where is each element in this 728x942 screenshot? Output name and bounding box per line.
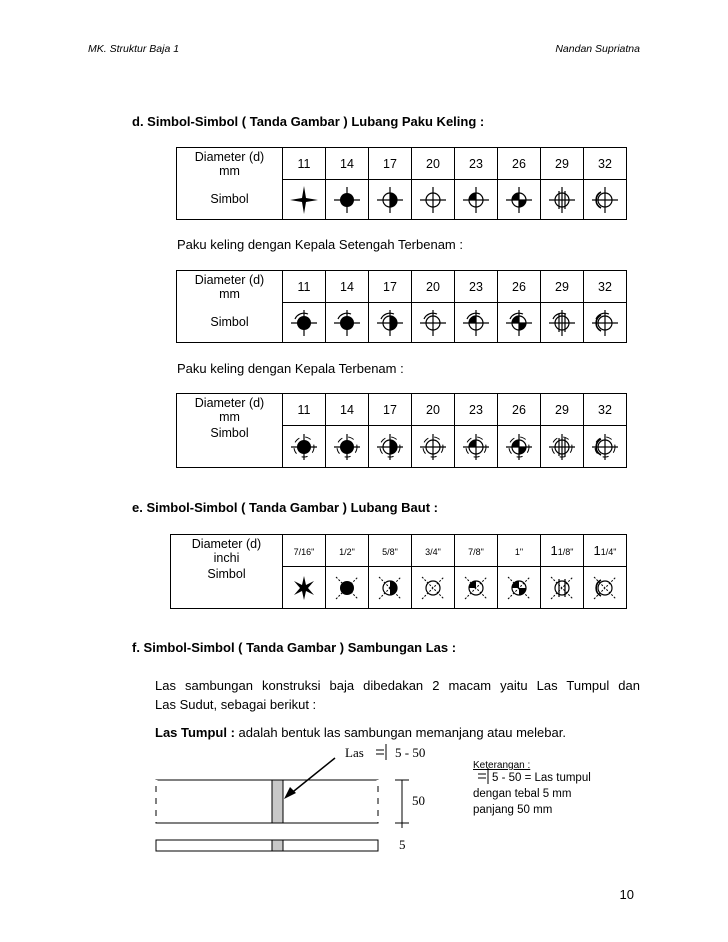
rivet-symbol-20: [412, 180, 455, 220]
unit-label: mm: [219, 409, 240, 424]
bolt-size-cell: [326, 535, 369, 567]
rivet-symbol-table: [176, 147, 627, 220]
size-fraction: 7/8": [468, 547, 484, 557]
rivet-symbol-14: [326, 180, 369, 220]
rivet-symbol-11: [283, 180, 326, 220]
size-fraction: 1": [514, 547, 524, 557]
bolt-symbol-1-1-4: [584, 567, 627, 609]
sunk-symbol-23: [455, 426, 498, 468]
diameter-label: Diameter (d): [194, 149, 265, 164]
sunk-symbol-20: [412, 426, 455, 468]
half-sunk-symbol-32: [584, 303, 627, 343]
rivet-symbol-17: [369, 180, 412, 220]
bolt-symbol-3-4: [412, 567, 455, 609]
bolt-size-cell: [498, 535, 541, 567]
diameter-label: Diameter (d): [194, 272, 265, 287]
diameter-label-cell: [177, 394, 283, 426]
diameter-cell: 17: [369, 271, 412, 303]
plate-outline: [156, 780, 378, 823]
diameter-cell: 20: [412, 394, 455, 426]
diameter-cell: 32: [584, 394, 627, 426]
rivet-symbol-26: [498, 180, 541, 220]
bolt-symbol-5-8: [369, 567, 412, 609]
sunk-symbol-29: [541, 426, 584, 468]
diameter-label-cell: [177, 271, 283, 303]
las-tumpul-description: adalah bentuk las sambungan memanjang atau melebar.: [234, 725, 566, 740]
sunk-symbol-26: [498, 426, 541, 468]
diameter-cell: 32: [584, 271, 627, 303]
bolt-size-cell: [283, 535, 326, 567]
sunk-caption: Paku keling dengan Kepala Terbenam :: [177, 361, 404, 376]
half-sunk-symbol-14: [326, 303, 369, 343]
size-whole: 1: [550, 543, 558, 558]
bolt-size-cell: [584, 535, 627, 567]
bolt-symbol-1: [498, 567, 541, 609]
size-fraction: 1/4": [600, 547, 617, 557]
half-sunk-symbol-17: [369, 303, 412, 343]
diameter-cell: 29: [541, 271, 584, 303]
leader-line: [289, 758, 335, 795]
diameter-cell: 14: [326, 394, 369, 426]
unit-label: inchi: [213, 550, 240, 565]
sunk-symbol-11: [283, 426, 326, 468]
diameter-cell: 20: [412, 148, 455, 180]
diameter-cell: 23: [455, 271, 498, 303]
diameter-cell: 17: [369, 394, 412, 426]
las-label: Las: [345, 745, 364, 760]
half-sunk-symbol-23: [455, 303, 498, 343]
half-sunk-symbol-11: [283, 303, 326, 343]
diameter-label: Diameter (d): [191, 536, 262, 551]
half-sunk-symbol-26: [498, 303, 541, 343]
las-tumpul-term: Las Tumpul :: [155, 725, 235, 740]
bolt-symbol-7-16: [283, 567, 326, 609]
diameter-cell: 23: [455, 394, 498, 426]
rivet-symbol-23: [455, 180, 498, 220]
diameter-cell: 14: [326, 271, 369, 303]
sunk-rivet-table: [176, 393, 627, 468]
diameter-label-cell: [177, 148, 283, 180]
unit-label: mm: [219, 163, 240, 178]
legend-line-3: panjang 50 mm: [473, 804, 553, 816]
diameter-cell: 26: [498, 394, 541, 426]
diameter-cell: 29: [541, 148, 584, 180]
sunk-symbol-32: [584, 426, 627, 468]
diameter-cell: 11: [283, 148, 326, 180]
size-fraction: 7/16": [293, 547, 315, 557]
diameter-cell: 11: [283, 394, 326, 426]
butt-weld-drawing: [140, 740, 490, 860]
intro-line-2: Las Sudut, sebagai berikut :: [155, 697, 317, 712]
size-fraction: 3/4": [425, 547, 441, 557]
size-fraction: 5/8": [382, 547, 398, 557]
diameter-cell: 11: [283, 271, 326, 303]
dimension-5: 5: [399, 837, 406, 852]
bolt-size-cell: [541, 535, 584, 567]
page-number: 10: [619, 887, 634, 902]
bolt-size-cell: [369, 535, 412, 567]
diameter-label: Diameter (d): [194, 395, 265, 410]
bolt-size-cell: [412, 535, 455, 567]
rivet-symbol-29: [541, 180, 584, 220]
diameter-cell: 26: [498, 271, 541, 303]
bolt-symbol-table: [170, 534, 627, 609]
course-header: MK. Struktur Baja 1: [88, 43, 180, 55]
half-sunk-symbol-29: [541, 303, 584, 343]
dimension-50: 50: [412, 793, 425, 808]
bolt-symbol-1-1-8: [541, 567, 584, 609]
diameter-cell: 29: [541, 394, 584, 426]
section-d-title: d. Simbol-Simbol ( Tanda Gambar ) Lubang Paku Keling :: [132, 114, 485, 129]
author-header: Nandan Supriatna: [555, 43, 640, 55]
symbol-label: Simbol: [171, 567, 283, 609]
symbol-label: Simbol: [177, 426, 283, 468]
half-sunk-caption: Paku keling dengan Kepala Setengah Terbenam :: [177, 237, 463, 252]
symbol-label: Simbol: [177, 180, 283, 220]
intro-line-1: Las sambungan konstruksi baja dibedakan 2 macam yaitu Las Tumpul dan: [155, 678, 640, 693]
sunk-symbol-14: [326, 426, 369, 468]
size-fraction: 1/8": [557, 547, 574, 557]
diameter-cell: 17: [369, 148, 412, 180]
sunk-symbol-17: [369, 426, 412, 468]
diameter-label-cell: [171, 535, 283, 567]
half-sunk-symbol-20: [412, 303, 455, 343]
plate-section: [156, 840, 378, 851]
diameter-cell: 26: [498, 148, 541, 180]
unit-label: mm: [219, 286, 240, 301]
bolt-symbol-1-2: [326, 567, 369, 609]
legend-line-1: 5 - 50 = Las tumpul: [492, 772, 591, 784]
section-f-title: f. Simbol-Simbol ( Tanda Gambar ) Sambungan Las :: [132, 640, 457, 655]
diameter-cell: 23: [455, 148, 498, 180]
section-e-title: e. Simbol-Simbol ( Tanda Gambar ) Lubang Baut :: [132, 500, 438, 515]
size-fraction: 1/2": [339, 547, 355, 557]
size-whole: 1: [593, 543, 601, 558]
half-sunk-rivet-table: [176, 270, 627, 343]
legend-title: Keterangan :: [473, 760, 531, 771]
leader-arrowhead: [284, 787, 296, 799]
weld-section: [272, 840, 283, 851]
diameter-cell: 14: [326, 148, 369, 180]
diameter-cell: 20: [412, 271, 455, 303]
diameter-cell: 32: [584, 148, 627, 180]
weld-spec: 5 - 50: [395, 745, 426, 760]
bolt-size-cell: [455, 535, 498, 567]
rivet-symbol-32: [584, 180, 627, 220]
weld-seam: [272, 780, 283, 823]
bolt-symbol-7-8: [455, 567, 498, 609]
legend-line-2: dengan tebal 5 mm: [473, 788, 572, 800]
symbol-label: Simbol: [177, 303, 283, 343]
